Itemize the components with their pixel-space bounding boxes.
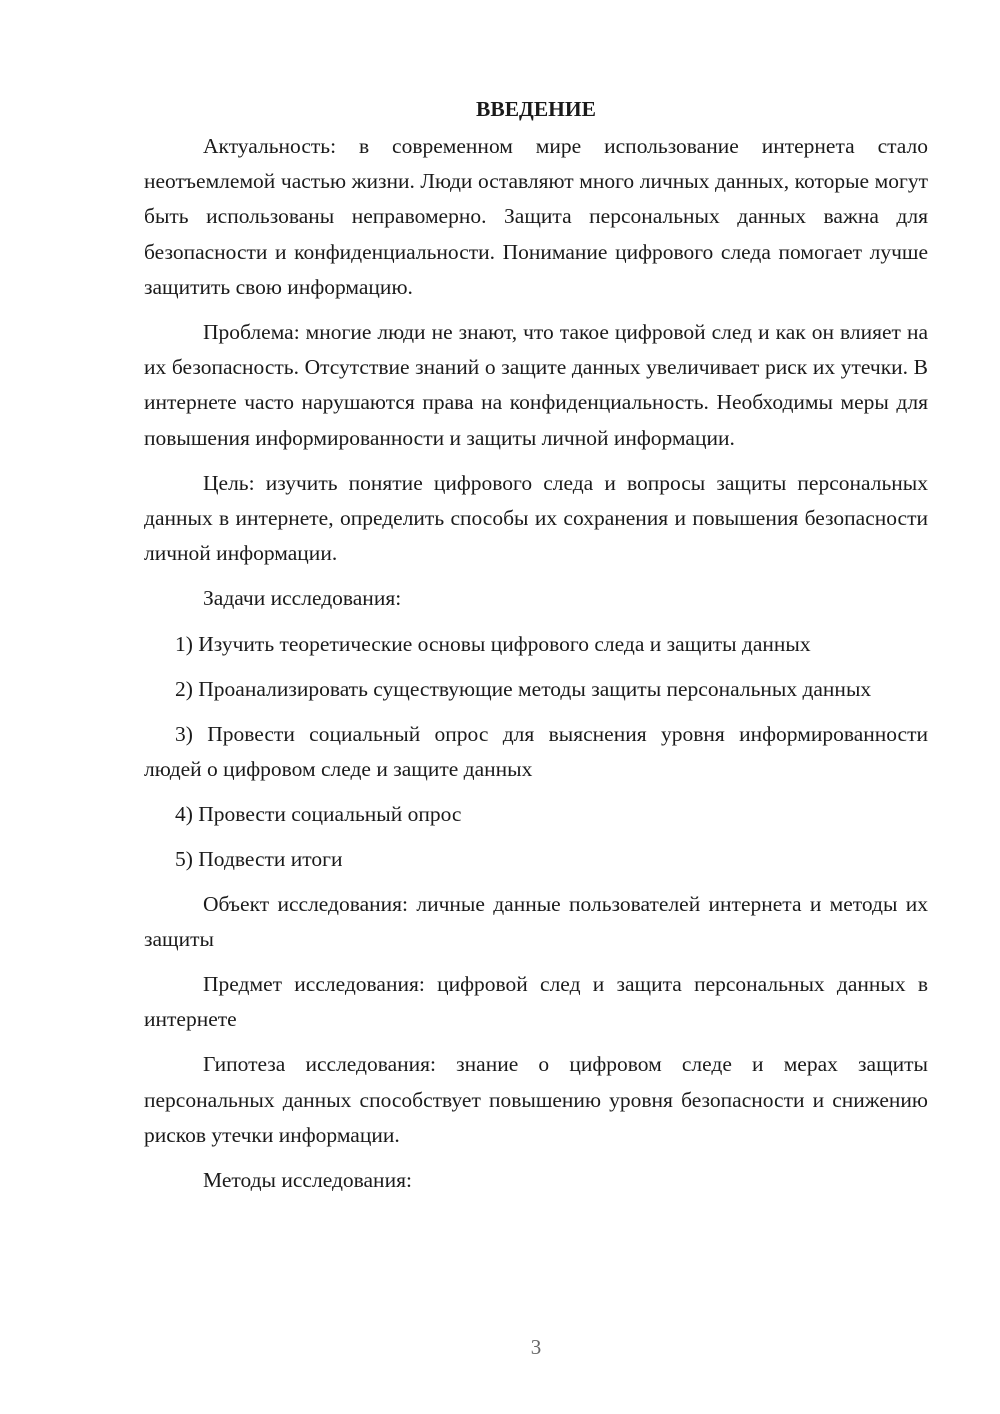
paragraph-goal: Цель: изучить понятие цифрового следа и вопросы защиты персональных данных в интернете, определить способы их сохранения и повышения безопасности личной информации. bbox=[144, 470, 928, 566]
task-item-3: 3) Провести социальный опрос для выяснения уровня информированности людей о цифровом следе и защите данных bbox=[144, 721, 928, 781]
task-item-1: 1) Изучить теоретические основы цифрового следа и защиты данных bbox=[175, 631, 811, 656]
paragraph-subject: Предмет исследования: цифровой след и защита персональных данных в интернете bbox=[144, 972, 928, 1032]
paragraph-problem: Проблема: многие люди не знают, что такое цифровой след и как он влияет на их безопасность. Отсутствие знаний о защите данных увеличивает риск их утечки. В интернете часто нарушаются права на конфиденциальность. Необходимы меры для повышения информированности и защиты личной информации. bbox=[144, 320, 928, 450]
paragraph-hypothesis: Гипотеза исследования: знание о цифровом следе и мерах защиты персональных данных способствует повышению уровня безопасности и снижению рисков утечки информации. bbox=[144, 1052, 928, 1147]
document-page bbox=[144, 92, 928, 1208]
paragraph-relevance: Актуальность: в современном мире использование интернета стало неотъемлемой частью жизни. Люди оставляют много личных данных, которые могут быть использованы неправомерно. Защита персональных данных важна для безопасности и конфиденциальности. Понимание цифрового следа помогает лучше защитить свою информацию. bbox=[144, 134, 928, 299]
task-item-4: 4) Провести социальный опрос bbox=[175, 801, 462, 826]
page-number: 3 bbox=[530, 1335, 542, 1359]
task-item-5: 5) Подвести итоги bbox=[175, 846, 343, 871]
section-title: ВВЕДЕНИЕ bbox=[476, 97, 596, 121]
paragraph-object: Объект исследования: личные данные пользователей интернета и методы их защиты bbox=[144, 891, 928, 951]
paragraph-tasks-heading: Задачи исследования: bbox=[203, 586, 402, 611]
task-item-2: 2) Проанализировать существующие методы защиты персональных данных bbox=[175, 676, 872, 701]
paragraph-methods-heading: Методы исследования: bbox=[203, 1168, 412, 1193]
